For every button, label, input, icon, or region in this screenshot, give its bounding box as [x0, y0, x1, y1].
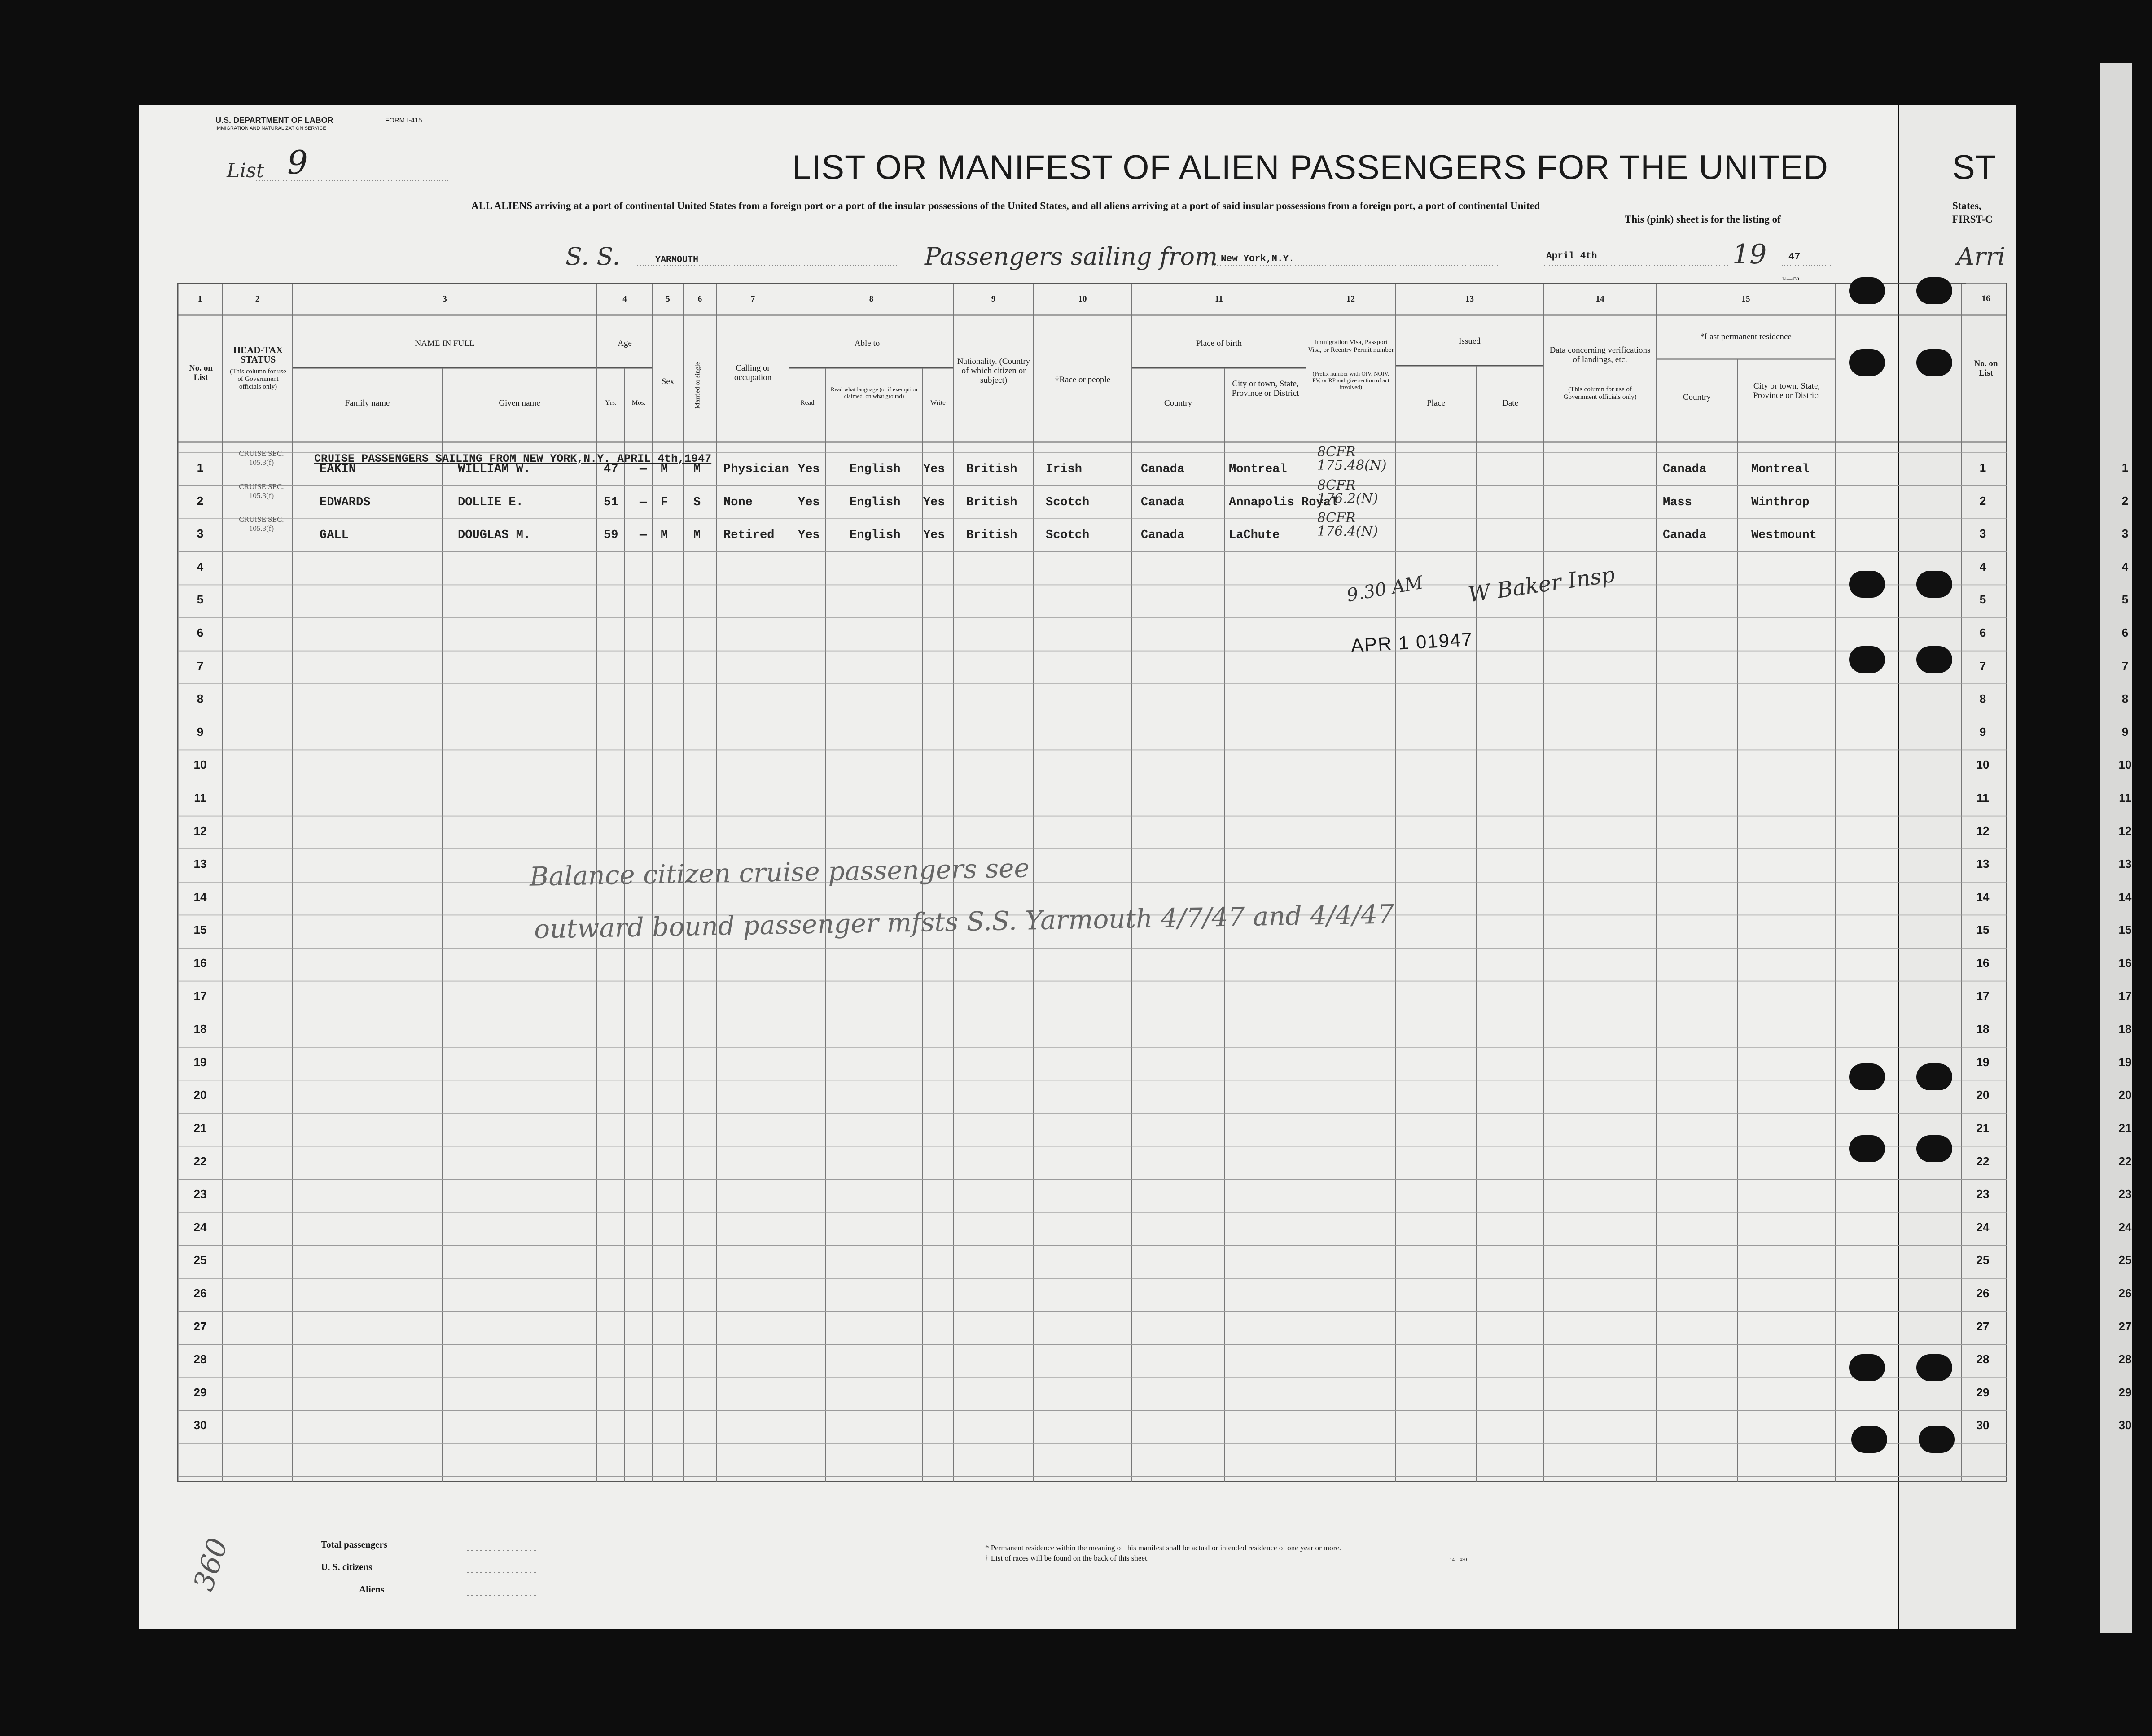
- row-number-adjacent: 30: [2118, 1418, 2132, 1432]
- row-number-right: 7: [1979, 659, 1986, 673]
- handwritten-time: 9.30 AM: [1345, 572, 1425, 606]
- row-number-right: 28: [1976, 1352, 1990, 1366]
- header-read: Read: [800, 399, 815, 407]
- adjacent-col-num: 16: [1981, 294, 1990, 303]
- list-number: 9: [287, 144, 308, 181]
- adjacent-header: No. on List: [1974, 359, 1998, 378]
- inspector-signature: W Baker Insp: [1466, 562, 1617, 608]
- row-number: 13: [193, 857, 207, 871]
- birth-country: Canada: [1141, 495, 1185, 509]
- row-number-adjacent: 12: [2118, 824, 2132, 838]
- header-landings-note: (This column for use of Government officials only): [1563, 386, 1637, 401]
- margin-number: 360: [187, 1534, 235, 1595]
- row-number: 22: [193, 1154, 207, 1168]
- row-number-adjacent: 14: [2118, 890, 2132, 904]
- residence-city: Westmount: [1751, 529, 1817, 542]
- marital-status: S: [693, 495, 701, 509]
- punch-hole: [1916, 646, 1952, 673]
- handwritten-note-line2: outward bound passenger mfsts S.S. Yarmouth 4/7/47 and 4/4/47: [534, 899, 1394, 945]
- header-res-country: Country: [1683, 393, 1711, 402]
- column-number: 11: [1215, 294, 1223, 304]
- residence-country: Canada: [1663, 463, 1707, 476]
- column-number: 5: [666, 294, 670, 304]
- header-married: Married or single: [694, 362, 701, 409]
- row-number: 15: [193, 923, 207, 937]
- column-number: 4: [622, 294, 627, 304]
- head-tax-status: CRUISE SEC. 105.3(f): [239, 449, 284, 467]
- form-number: FORM I-415: [385, 117, 422, 124]
- row-number-right: 2: [1979, 494, 1986, 507]
- row-number-adjacent: 6: [2121, 626, 2129, 639]
- nationality: British: [966, 495, 1017, 509]
- row-number: 12: [193, 824, 207, 838]
- column-number: 7: [750, 294, 755, 304]
- row-number-right: 5: [1979, 593, 1986, 607]
- row-number-adjacent: 29: [2118, 1385, 2132, 1399]
- header-landings: Data concerning verifications of landings, etc.: [1549, 345, 1651, 364]
- read-language: English: [850, 463, 901, 476]
- row-number-adjacent: 22: [2118, 1154, 2132, 1168]
- row-number: 6: [197, 626, 204, 639]
- row-number: 9: [197, 725, 204, 739]
- residence-city: Winthrop: [1751, 495, 1810, 509]
- row-number: 7: [197, 659, 204, 673]
- punch-hole: [1916, 349, 1952, 376]
- birth-city: LaChute: [1229, 529, 1280, 542]
- column-number: 12: [1346, 294, 1355, 304]
- date-stamp: APR 1 01947: [1350, 628, 1473, 656]
- column-number: 8: [869, 294, 874, 304]
- family-name: EAKIN: [320, 463, 356, 476]
- row-number-right: 16: [1976, 956, 1990, 970]
- year-label: 19: [1732, 239, 1767, 270]
- footnote-residence: * Permanent residence within the meaning of this manifest shall be actual or intended residence of one year or more.: [985, 1544, 1341, 1552]
- ss-label: S. S.: [565, 242, 620, 271]
- row-number-right: 11: [1977, 791, 1989, 805]
- departure-port: New York,N.Y.: [1221, 254, 1294, 264]
- given-name: DOUGLAS M.: [458, 529, 531, 542]
- header-visa: Immigration Visa, Passport Visa, or Reentry Permit number: [1308, 339, 1394, 354]
- header-sex: Sex: [661, 377, 675, 386]
- punch-hole: [1849, 571, 1885, 598]
- column-number: 14: [1595, 294, 1604, 304]
- row-number-adjacent: 5: [2121, 593, 2129, 607]
- header-given-name: Given name: [499, 398, 540, 408]
- header-res-city: City or town, State, Province or District: [1753, 381, 1820, 400]
- header-yrs: Yrs.: [605, 399, 617, 407]
- row-number: 3: [197, 527, 204, 541]
- age-months: —: [640, 529, 647, 542]
- header-head-tax: HEAD-TAX STATUS: [233, 345, 283, 365]
- row-number-right: 8: [1979, 692, 1986, 706]
- subtitle-line2: This (pink) sheet is for the listing of: [1625, 214, 1781, 225]
- row-number: 14: [193, 890, 207, 904]
- row-number: 19: [193, 1055, 207, 1069]
- row-number-adjacent: 8: [2121, 692, 2129, 706]
- column-number: 3: [443, 294, 447, 304]
- row-number-right: 22: [1976, 1154, 1990, 1168]
- row-number-right: 26: [1976, 1286, 1990, 1300]
- residence-country: Mass: [1663, 495, 1692, 509]
- row-number: 5: [197, 593, 204, 607]
- ship-name: YARMOUTH: [655, 255, 699, 265]
- occupation: Physician: [723, 463, 789, 476]
- age-years: 47: [604, 463, 618, 476]
- header-name-in-full: NAME IN FULL: [415, 339, 475, 348]
- punch-hole: [1849, 277, 1885, 304]
- race: Scotch: [1046, 495, 1090, 509]
- section-heading: CRUISE PASSENGERS SAILING FROM NEW YORK,N.Y. APRIL 4th,1947: [314, 452, 712, 465]
- row-number: 1: [197, 461, 204, 474]
- punch-hole: [1916, 1135, 1952, 1162]
- age-months: —: [640, 495, 647, 509]
- row-number-adjacent: 10: [2118, 758, 2132, 772]
- row-number-adjacent: 26: [2118, 1286, 2132, 1300]
- column-number: 13: [1465, 294, 1474, 304]
- residence-country: Canada: [1663, 529, 1707, 542]
- row-number-adjacent: 20: [2118, 1088, 2132, 1102]
- marital-status: M: [693, 529, 701, 542]
- nationality: British: [966, 463, 1017, 476]
- row-number-right: 29: [1976, 1385, 1990, 1399]
- adjacent-line1: States,: [1952, 200, 1981, 211]
- column-number: 2: [255, 294, 260, 304]
- birth-city: Annapolis Royal: [1229, 495, 1338, 509]
- occupation: None: [723, 495, 753, 509]
- row-number-adjacent: 2: [2121, 494, 2129, 507]
- row-number-adjacent: 9: [2121, 725, 2129, 739]
- row-number-right: 25: [1976, 1253, 1990, 1267]
- row-number: 30: [193, 1418, 207, 1432]
- birth-city: Montreal: [1229, 463, 1287, 476]
- year-value: 47: [1788, 251, 1801, 262]
- punch-hole: [1849, 1135, 1885, 1162]
- row-number-adjacent: 15: [2118, 923, 2132, 937]
- punch-hole: [1916, 571, 1952, 598]
- sailing-date: April 4th: [1546, 251, 1597, 262]
- header-race: †Race or people: [1055, 375, 1111, 385]
- footer-aliens: Aliens: [359, 1584, 385, 1595]
- row-number-adjacent: 17: [2118, 989, 2132, 1003]
- punch-hole: [1849, 646, 1885, 673]
- header-nationality: Nationality. (Country of which citizen or subject): [957, 357, 1030, 385]
- visa-number: 8CFR 175.48(N): [1317, 444, 1387, 473]
- can-read: Yes: [798, 529, 820, 542]
- row-number: 27: [193, 1319, 207, 1333]
- birth-country: Canada: [1141, 463, 1185, 476]
- sex: F: [661, 495, 668, 509]
- nationality: British: [966, 529, 1017, 542]
- row-number: 28: [193, 1352, 207, 1366]
- row-number-adjacent: 24: [2118, 1220, 2132, 1234]
- row-number: 29: [193, 1385, 207, 1399]
- row-number-adjacent: 11: [2119, 791, 2131, 805]
- footer-citizens: U. S. citizens: [321, 1561, 373, 1572]
- adjacent-arr: Arri: [1957, 242, 2005, 271]
- sex: M: [661, 463, 668, 476]
- column-number: 9: [991, 294, 996, 304]
- occupation: Retired: [723, 529, 775, 542]
- agency-line2: IMMIGRATION AND NATURALIZATION SERVICE: [215, 126, 326, 131]
- row-number: 10: [193, 758, 207, 772]
- footer-total: Total passengers: [321, 1539, 387, 1550]
- age-months: —: [640, 463, 647, 476]
- row-number-right: 20: [1976, 1088, 1990, 1102]
- header-issued: Issued: [1459, 337, 1481, 346]
- read-language: English: [850, 495, 901, 509]
- list-label: List: [227, 159, 264, 182]
- header-country: Country: [1164, 398, 1192, 408]
- punch-hole: [1849, 1063, 1885, 1090]
- row-number-right: 23: [1976, 1187, 1990, 1201]
- race: Scotch: [1046, 529, 1090, 542]
- row-number-adjacent: 25: [2118, 1253, 2132, 1267]
- row-number: 18: [193, 1022, 207, 1036]
- header-no-on-list: No. on List: [189, 363, 213, 382]
- family-name: EDWARDS: [320, 495, 371, 509]
- header-last-residence: *Last permanent residence: [1700, 332, 1792, 341]
- row-number-right: 18: [1976, 1022, 1990, 1036]
- adjacent-title-fragment: ST: [1952, 149, 1996, 187]
- row-number: 23: [193, 1187, 207, 1201]
- read-language: English: [850, 529, 901, 542]
- footer-code: 14—430: [1450, 1557, 1467, 1562]
- row-number-adjacent: 28: [2118, 1352, 2132, 1366]
- row-number-adjacent: 4: [2121, 560, 2129, 573]
- manifest-title: LIST OR MANIFEST OF ALIEN PASSENGERS FOR THE UNITED: [792, 149, 1828, 187]
- row-number-right: 4: [1979, 560, 1986, 573]
- punch-hole: [1916, 277, 1952, 304]
- header-visa-note: (Prefix number with QIV, NQIV, PV, or RP and give section of act involved): [1312, 370, 1389, 390]
- header-mos: Mos.: [631, 399, 646, 407]
- visa-number: 8CFR 176.4(N): [1317, 510, 1378, 540]
- form-code: 14—430: [1782, 276, 1799, 282]
- row-number: 24: [193, 1220, 207, 1234]
- head-tax-status: CRUISE SEC. 105.3(f): [239, 515, 284, 533]
- row-number-right: 1: [1979, 461, 1986, 474]
- residence-city: Montreal: [1751, 463, 1810, 476]
- row-number-right: 10: [1976, 758, 1990, 772]
- row-number-right: 27: [1976, 1319, 1990, 1333]
- age-years: 59: [604, 529, 618, 542]
- header-issued-date: Date: [1502, 398, 1518, 408]
- row-number-adjacent: 1: [2121, 461, 2129, 474]
- header-city: City or town, State, Province or District: [1232, 379, 1299, 398]
- given-name: WILLIAM W.: [458, 463, 531, 476]
- race: Irish: [1046, 463, 1083, 476]
- punch-hole: [1919, 1426, 1955, 1453]
- row-number-adjacent: 19: [2118, 1055, 2132, 1069]
- row-number-right: 24: [1976, 1220, 1990, 1234]
- row-number: 2: [197, 494, 204, 507]
- column-number: 15: [1741, 294, 1750, 304]
- can-write: Yes: [923, 495, 945, 509]
- row-number-right: 13: [1976, 857, 1990, 871]
- row-number-right: 3: [1979, 527, 1986, 541]
- row-number: 8: [197, 692, 204, 706]
- header-write: Write: [930, 399, 946, 407]
- column-number: 10: [1078, 294, 1087, 304]
- head-tax-status: CRUISE SEC. 105.3(f): [239, 482, 284, 500]
- punch-hole: [1849, 349, 1885, 376]
- row-number: 4: [197, 560, 204, 573]
- age-years: 51: [604, 495, 618, 509]
- punch-hole: [1916, 1063, 1952, 1090]
- row-number: 21: [193, 1121, 207, 1135]
- row-number-right: 9: [1979, 725, 1986, 739]
- row-number-adjacent: 3: [2121, 527, 2129, 541]
- sailing-label: Passengers sailing from: [925, 242, 1218, 271]
- row-number: 16: [193, 956, 207, 970]
- column-number: 1: [197, 294, 202, 304]
- header-calling: Calling or occupation: [734, 363, 772, 382]
- footnote-races: † List of races will be found on the back of this sheet.: [985, 1554, 1149, 1562]
- marital-status: M: [693, 463, 701, 476]
- header-head-tax-note: (This column for use of Government officials only): [230, 368, 286, 390]
- agency-line1: U.S. DEPARTMENT OF LABOR: [215, 116, 333, 125]
- header-place-of-birth: Place of birth: [1196, 339, 1242, 348]
- header-read-language: Read what language (or if exemption claimed, on what ground): [830, 386, 918, 399]
- row-number-right: 17: [1976, 989, 1990, 1003]
- row-number-right: 14: [1976, 890, 1990, 904]
- row-number-right: 19: [1976, 1055, 1990, 1069]
- row-number-right: 15: [1976, 923, 1990, 937]
- adjacent-line2: FIRST-C: [1952, 214, 1993, 225]
- header-family-name: Family name: [345, 398, 390, 408]
- row-number: 17: [193, 989, 207, 1003]
- handwritten-note-line1: Balance citizen cruise passengers see: [529, 853, 1030, 892]
- header-age: Age: [618, 339, 632, 348]
- row-number-adjacent: 13: [2118, 857, 2132, 871]
- row-number-right: 12: [1976, 824, 1990, 838]
- row-number-right: 6: [1979, 626, 1986, 639]
- row-number-adjacent: 18: [2118, 1022, 2132, 1036]
- header-able-to: Able to—: [854, 339, 889, 348]
- row-number-right: 30: [1976, 1418, 1990, 1432]
- row-number-adjacent: 27: [2118, 1319, 2132, 1333]
- can-read: Yes: [798, 495, 820, 509]
- punch-hole: [1849, 1354, 1885, 1381]
- can-read: Yes: [798, 463, 820, 476]
- header-place: Place: [1426, 398, 1446, 408]
- punch-hole: [1851, 1426, 1887, 1453]
- birth-country: Canada: [1141, 529, 1185, 542]
- row-number-adjacent: 16: [2118, 956, 2132, 970]
- given-name: DOLLIE E.: [458, 495, 523, 509]
- row-number: 20: [193, 1088, 207, 1102]
- family-name: GALL: [320, 529, 349, 542]
- row-number-adjacent: 23: [2118, 1187, 2132, 1201]
- column-number: 6: [697, 294, 702, 304]
- row-number-adjacent: 21: [2118, 1121, 2132, 1135]
- sex: M: [661, 529, 668, 542]
- row-number: 25: [193, 1253, 207, 1267]
- row-number-right: 21: [1976, 1121, 1990, 1135]
- visa-number: 8CFR 176.2(N): [1317, 477, 1378, 507]
- subtitle-line1: ALL ALIENS arriving at a port of continental United States from a foreign port or a port of the insular possessions of the United States, and all aliens arriving at a port of said insular possessions from a foreign port, a port of continental United: [471, 200, 1540, 211]
- can-write: Yes: [923, 529, 945, 542]
- row-number-adjacent: 7: [2121, 659, 2129, 673]
- can-write: Yes: [923, 463, 945, 476]
- punch-hole: [1916, 1354, 1952, 1381]
- row-number: 11: [194, 791, 206, 805]
- row-number: 26: [193, 1286, 207, 1300]
